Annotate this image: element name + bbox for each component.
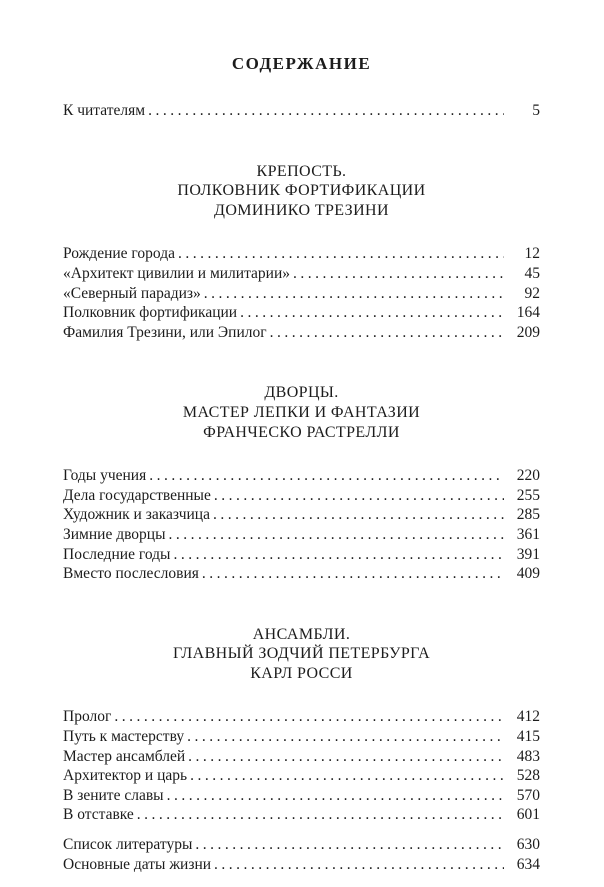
toc-entry-title: Список литературы [63,836,193,854]
section-heading [63,625,540,684]
toc-row [63,505,540,525]
dot-leader [211,486,504,506]
toc-page-number: 92 [524,284,540,302]
toc-entry-title: Архитектор и царь [63,767,188,785]
toc-row [63,466,540,486]
dot-leader [145,101,504,121]
toc-entry-title: Вместо послесловия [63,565,199,583]
dot-leader [111,707,504,727]
toc-page-number: 391 [516,545,540,563]
toc-row [63,284,540,304]
toc-row [63,835,540,855]
dot-leader [201,284,504,304]
dot-leader [210,505,504,525]
dot-leader [211,855,504,875]
section-items [63,707,540,825]
section-heading-line: АНСАМБЛИ. [252,625,351,643]
toc-row [63,855,540,875]
dot-leader [187,766,504,786]
toc-row [63,244,540,264]
toc-entry-title: Дела государственные [63,486,211,504]
dot-leader [237,303,504,323]
section-heading-line: ФРАНЧЕСКО РАСТРЕЛЛИ [203,423,400,441]
section-heading-line: ГЛАВНЫЙ ЗОДЧИЙ ПЕТЕРБУРГА [172,645,431,663]
toc-row [63,727,540,747]
dot-leader [192,835,504,855]
toc-row [63,786,540,806]
toc-page-number: 361 [516,525,540,543]
toc-page-number: 5 [532,102,540,119]
toc-entry-title: В зените славы [63,786,164,804]
section-items [63,244,540,342]
toc-row [63,101,540,121]
section-heading-line: КАРЛ РОССИ [250,664,353,682]
toc-row [63,707,540,727]
toc-page-number: 528 [516,767,540,785]
toc-entry-title: Последние годы [63,545,171,563]
toc-page-number: 415 [516,728,540,746]
toc-entry-title: Фамилия Трезини, или Эпилог [63,323,267,341]
toc-entry-title: «Архитект цивилии и милитарии» [63,264,291,282]
section-heading-line: МАСТЕР ЛЕПКИ И ФАНТАЗИИ [182,403,421,421]
toc-row [63,323,540,343]
toc-page-number: 630 [516,836,540,854]
toc-entry-title: Мастер ансамблей [63,747,186,765]
toc-page-number: 285 [516,506,540,524]
dot-leader [199,564,504,584]
toc-page-number: 409 [516,565,540,583]
toc-entry-title: К читателям [63,102,146,119]
toc-entry-title: «Северный парадиз» [63,284,201,302]
toc-page-number: 255 [516,486,540,504]
section-items [63,466,540,584]
toc-row [63,545,540,565]
toc-entry-title: Основные даты жизни [63,855,212,873]
section-heading-line: ДВОРЦЫ. [264,384,339,402]
toc-entry-title: Путь к мастерству [63,728,185,746]
toc-entry-title: Полковник фортификации [63,304,238,322]
section-heading [63,162,540,221]
toc-page-number: 164 [516,304,540,322]
dot-leader [170,545,504,565]
dot-leader [146,466,504,486]
dot-leader [184,727,504,747]
dot-leader [290,264,504,284]
toc-page-number: 45 [524,264,540,282]
dot-leader [164,786,504,806]
dot-leader [166,525,504,545]
preface-block [63,101,540,121]
section-heading-line: ПОЛКОВНИК ФОРТИФИКАЦИИ [177,182,426,200]
dot-leader [175,244,504,264]
toc-entry-title: Зимние дворцы [63,525,166,543]
toc-entry-title: В отставке [63,806,134,824]
section-heading [63,383,540,442]
toc-row [63,766,540,786]
page-title: СОДЕРЖАНИЕ [231,54,372,73]
toc-row [63,564,540,584]
toc-entry-title: Годы учения [63,467,147,485]
toc-row [63,303,540,323]
toc-page-number: 412 [516,708,540,726]
toc-row [63,486,540,506]
toc-page-number: 220 [516,467,540,485]
toc-page-number: 483 [516,747,540,765]
dot-leader [134,805,504,825]
toc-page-number: 209 [516,323,540,341]
toc-page-number: 12 [524,245,540,263]
section-heading-line: КРЕПОСТЬ. [256,162,347,180]
dot-leader [185,747,504,767]
dot-leader [267,323,504,343]
toc-row [63,747,540,767]
toc-entry-title: Художник и заказчица [63,506,210,524]
toc-page-number: 601 [516,806,540,824]
toc-entry-title: Рождение города [63,245,175,263]
toc-row [63,805,540,825]
toc-row [63,525,540,545]
toc-entry-title: Пролог [63,708,112,726]
toc-row [63,264,540,284]
toc-page-number: 570 [516,786,540,804]
toc-page-number: 634 [516,855,540,873]
footer-entries [63,835,540,874]
section-heading-line: ДОМИНИКО ТРЕЗИНИ [214,201,389,219]
